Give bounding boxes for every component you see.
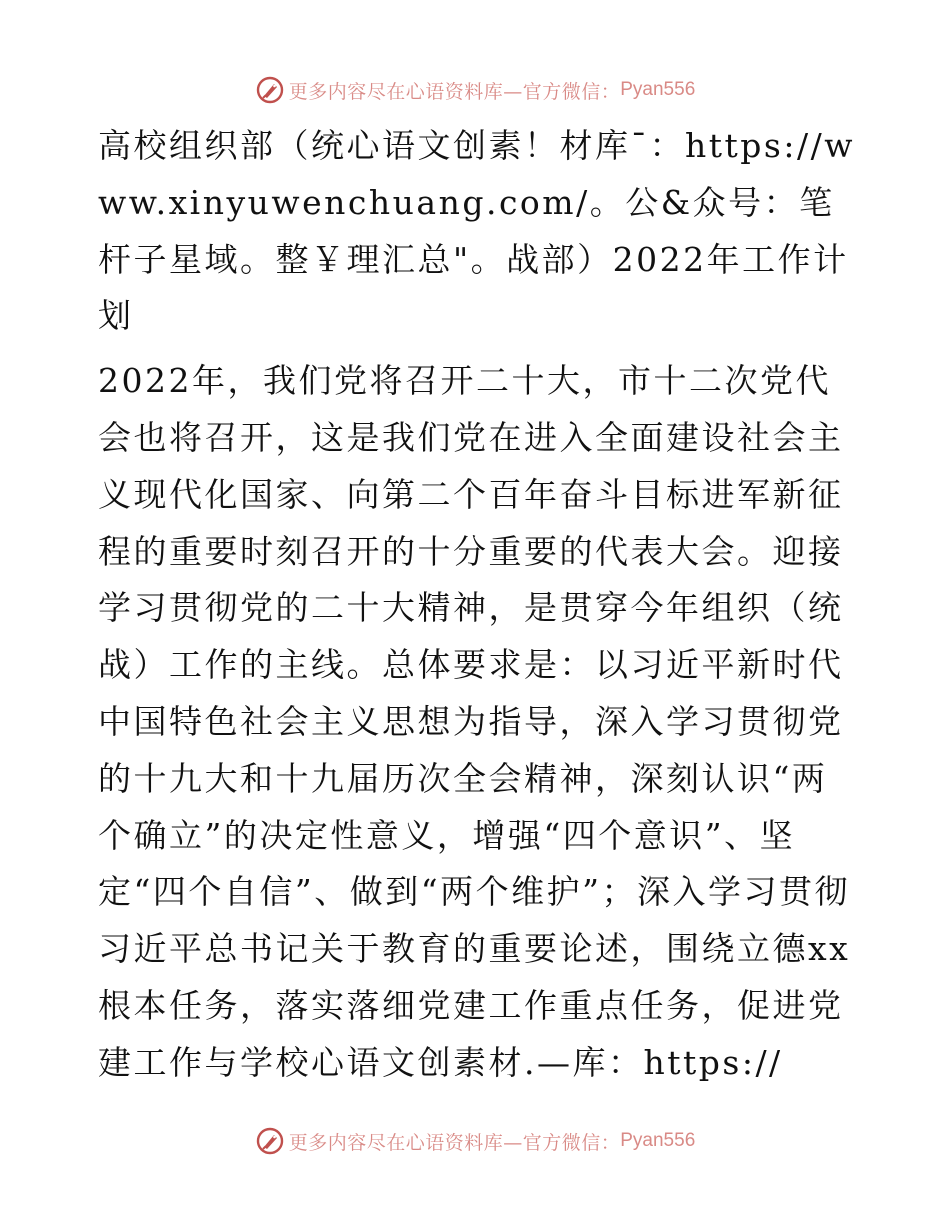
pen-nib-logo-icon [255, 75, 285, 105]
pen-nib-logo-icon [255, 1126, 285, 1156]
watermark-text: 更多内容尽在心语资料库—官方微信： [288, 1131, 621, 1154]
watermark-text: 更多内容尽在心语资料库—官方微信： [288, 80, 621, 103]
document-paragraph: 2022年，我们党将召开二十大，市十二次党代会也将召开，这是我们党在进入全面建设社会主义现代化国家、向第二个百年奋斗目标进军新征程的重要时刻召开的十分重要的代表大会。迎接学习贯彻党的二十大精神，是贯穿今年组织（统战）工作的主线。总体要求是：以习近平新时代中国特色社会主义思想为指导，深入学习贯彻党的十九大和十九届历次全会精神，深刻认识“两个确立”的决定性意义，增强“四个意识”、坚定“四个自信”、做到“两个维护”；深入学习贯彻习近平总书记关于教育的重要论述，围绕立德xx根本任务，落实落细党建工作重点任务，促进党建工作与学校心语文创素材.—库：https:// [98, 361, 851, 1082]
watermark-banner-top [0, 72, 950, 108]
document-title: 高校组织部（统心语文创素！材库¯：https://www.xinyuwenchuang.com/。公&众号：笔杆子星域。整￥理汇总"。战部）2022年工作计划 [98, 126, 855, 336]
watermark-banner-bottom [0, 1123, 950, 1159]
watermark-wechat-id: Pyan556 [620, 79, 696, 100]
document-body [98, 118, 858, 1092]
watermark-wechat-id: Pyan556 [620, 1130, 696, 1151]
